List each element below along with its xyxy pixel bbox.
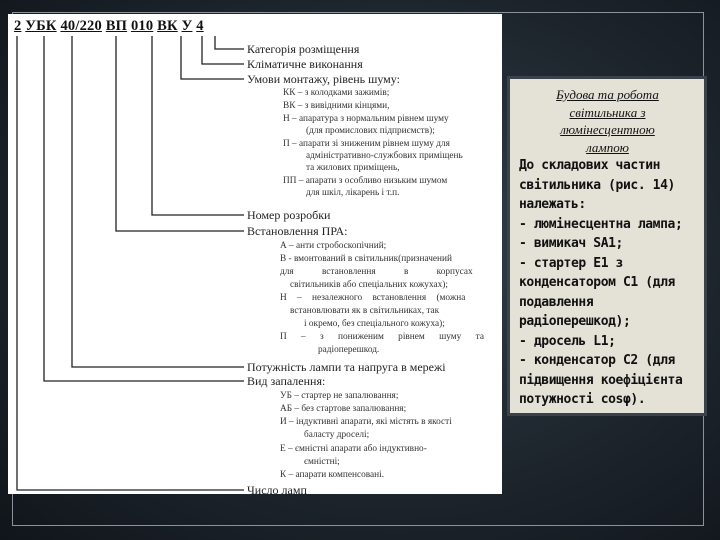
panel-title-line: люмінесцентною (560, 122, 655, 137)
ign-sub-ub: УБ – стартер не запалювання; (280, 391, 399, 401)
code-climate: У (181, 18, 193, 34)
mount-sub-n: Н – апаратура з нормальним рівнем шуму (283, 114, 449, 124)
ign-sub-i-cont: баласту дроселі; (304, 430, 370, 440)
pra-sub-v-cont: для встановлення в корпусах (280, 267, 473, 277)
panel-title-line: лампою (586, 139, 629, 155)
label-power-voltage: Потужність лампи та напруга в мережі (247, 360, 446, 374)
code-series: УБК (25, 18, 57, 34)
label-lamp-count: Число ламп (247, 483, 307, 497)
panel-body-line: радіоперешкод); (519, 314, 631, 329)
ign-sub-e: Е – ємністні апарати або індуктивно- (280, 444, 427, 454)
label-ignition-type: Вид запалення: (247, 374, 326, 388)
ign-sub-k: К – апарати компенсовані. (280, 470, 385, 480)
panel-body-line: - вимикач SA1; (519, 236, 623, 251)
label-climate: Кліматичне виконання (247, 57, 363, 71)
mount-sub-p-cont2: та жилових приміщень, (306, 163, 400, 173)
mount-sub-vk: ВК – з вивідними кінцями, (283, 101, 390, 111)
label-mounting: Умови монтажу, рівень шуму: (247, 72, 400, 86)
mount-sub-pp-cont: для шкіл, лікарень і т.п. (306, 188, 400, 198)
description-panel (507, 76, 707, 416)
panel-title-line: світильника з (569, 104, 646, 120)
ign-sub-ab: АБ – без стартове запалювання; (280, 404, 407, 414)
panel-body-line: світильника (рис. 14) (519, 177, 675, 193)
panel-body-line: - люмінесцентна лампа; (519, 216, 683, 232)
code-power-voltage: 40/220 (60, 18, 102, 34)
pra-sub-n-cont2: і окремо, без спеціального кожуха); (304, 319, 445, 329)
panel-title-line: Будова та робота (556, 87, 659, 102)
mount-sub-pp: ПП – апарати з особливо низьким шумом (283, 176, 448, 186)
mount-sub-p-cont: адміністративно-службових приміщень (306, 151, 463, 161)
pra-sub-a: А – анти стробоскопічний; (280, 241, 387, 251)
pra-sub-p-cont: радіоперешкод. (318, 345, 380, 355)
code-mounting: ВК (157, 18, 178, 34)
code-lamp-count: 2 (14, 18, 22, 34)
code-placement: 4 (196, 18, 204, 34)
panel-body-line: потужності cosφ). (519, 392, 646, 407)
panel-body-line: підвищення коефіцієнта (519, 372, 683, 388)
code-development: 010 (130, 18, 154, 34)
panel-body-line: конденсатором С1 (для (519, 275, 675, 290)
pra-sub-v: В - вмонтований в світильник(призначений (280, 254, 452, 264)
panel-body-line: належать: (519, 197, 586, 212)
label-development-number: Номер розробки (247, 208, 331, 222)
pra-sub-n-cont: встановлювати як в світильниках, так (290, 306, 440, 316)
pra-sub-p: П – з пониженим рівнем шуму та (280, 332, 484, 342)
panel-body-line: подавлення (519, 294, 594, 310)
code-installation: ВП (105, 18, 128, 34)
mount-sub-n-cont: (для промислових підприємств); (306, 126, 435, 136)
panel-body-line: - дросель L1; (519, 333, 616, 349)
pra-sub-n: Н – незалежного встановлення (можна (280, 293, 466, 303)
pra-sub-v-cont2: світильників або спеціальних кожухах); (290, 280, 448, 290)
label-placement-category: Категорія розміщення (247, 42, 360, 56)
mount-sub-kk: КК – з колодками зажимів; (283, 88, 390, 98)
panel-body-line: - стартер Е1 з (519, 255, 623, 271)
panel-title (519, 86, 696, 156)
mount-sub-p: П – апарати зі зниженим рівнем шуму для (283, 139, 450, 149)
panel-body (519, 156, 696, 410)
label-ballast-installation: Встановлення ПРА: (247, 224, 348, 238)
panel-body-line: - конденсатор С2 (для (519, 353, 675, 368)
ign-sub-e-cont: ємністні; (304, 457, 340, 467)
ign-sub-i: И – індуктивні апарати, які містять в якості (280, 417, 452, 427)
designation-diagram (8, 14, 502, 497)
panel-body-line: До складових частин (519, 158, 661, 173)
